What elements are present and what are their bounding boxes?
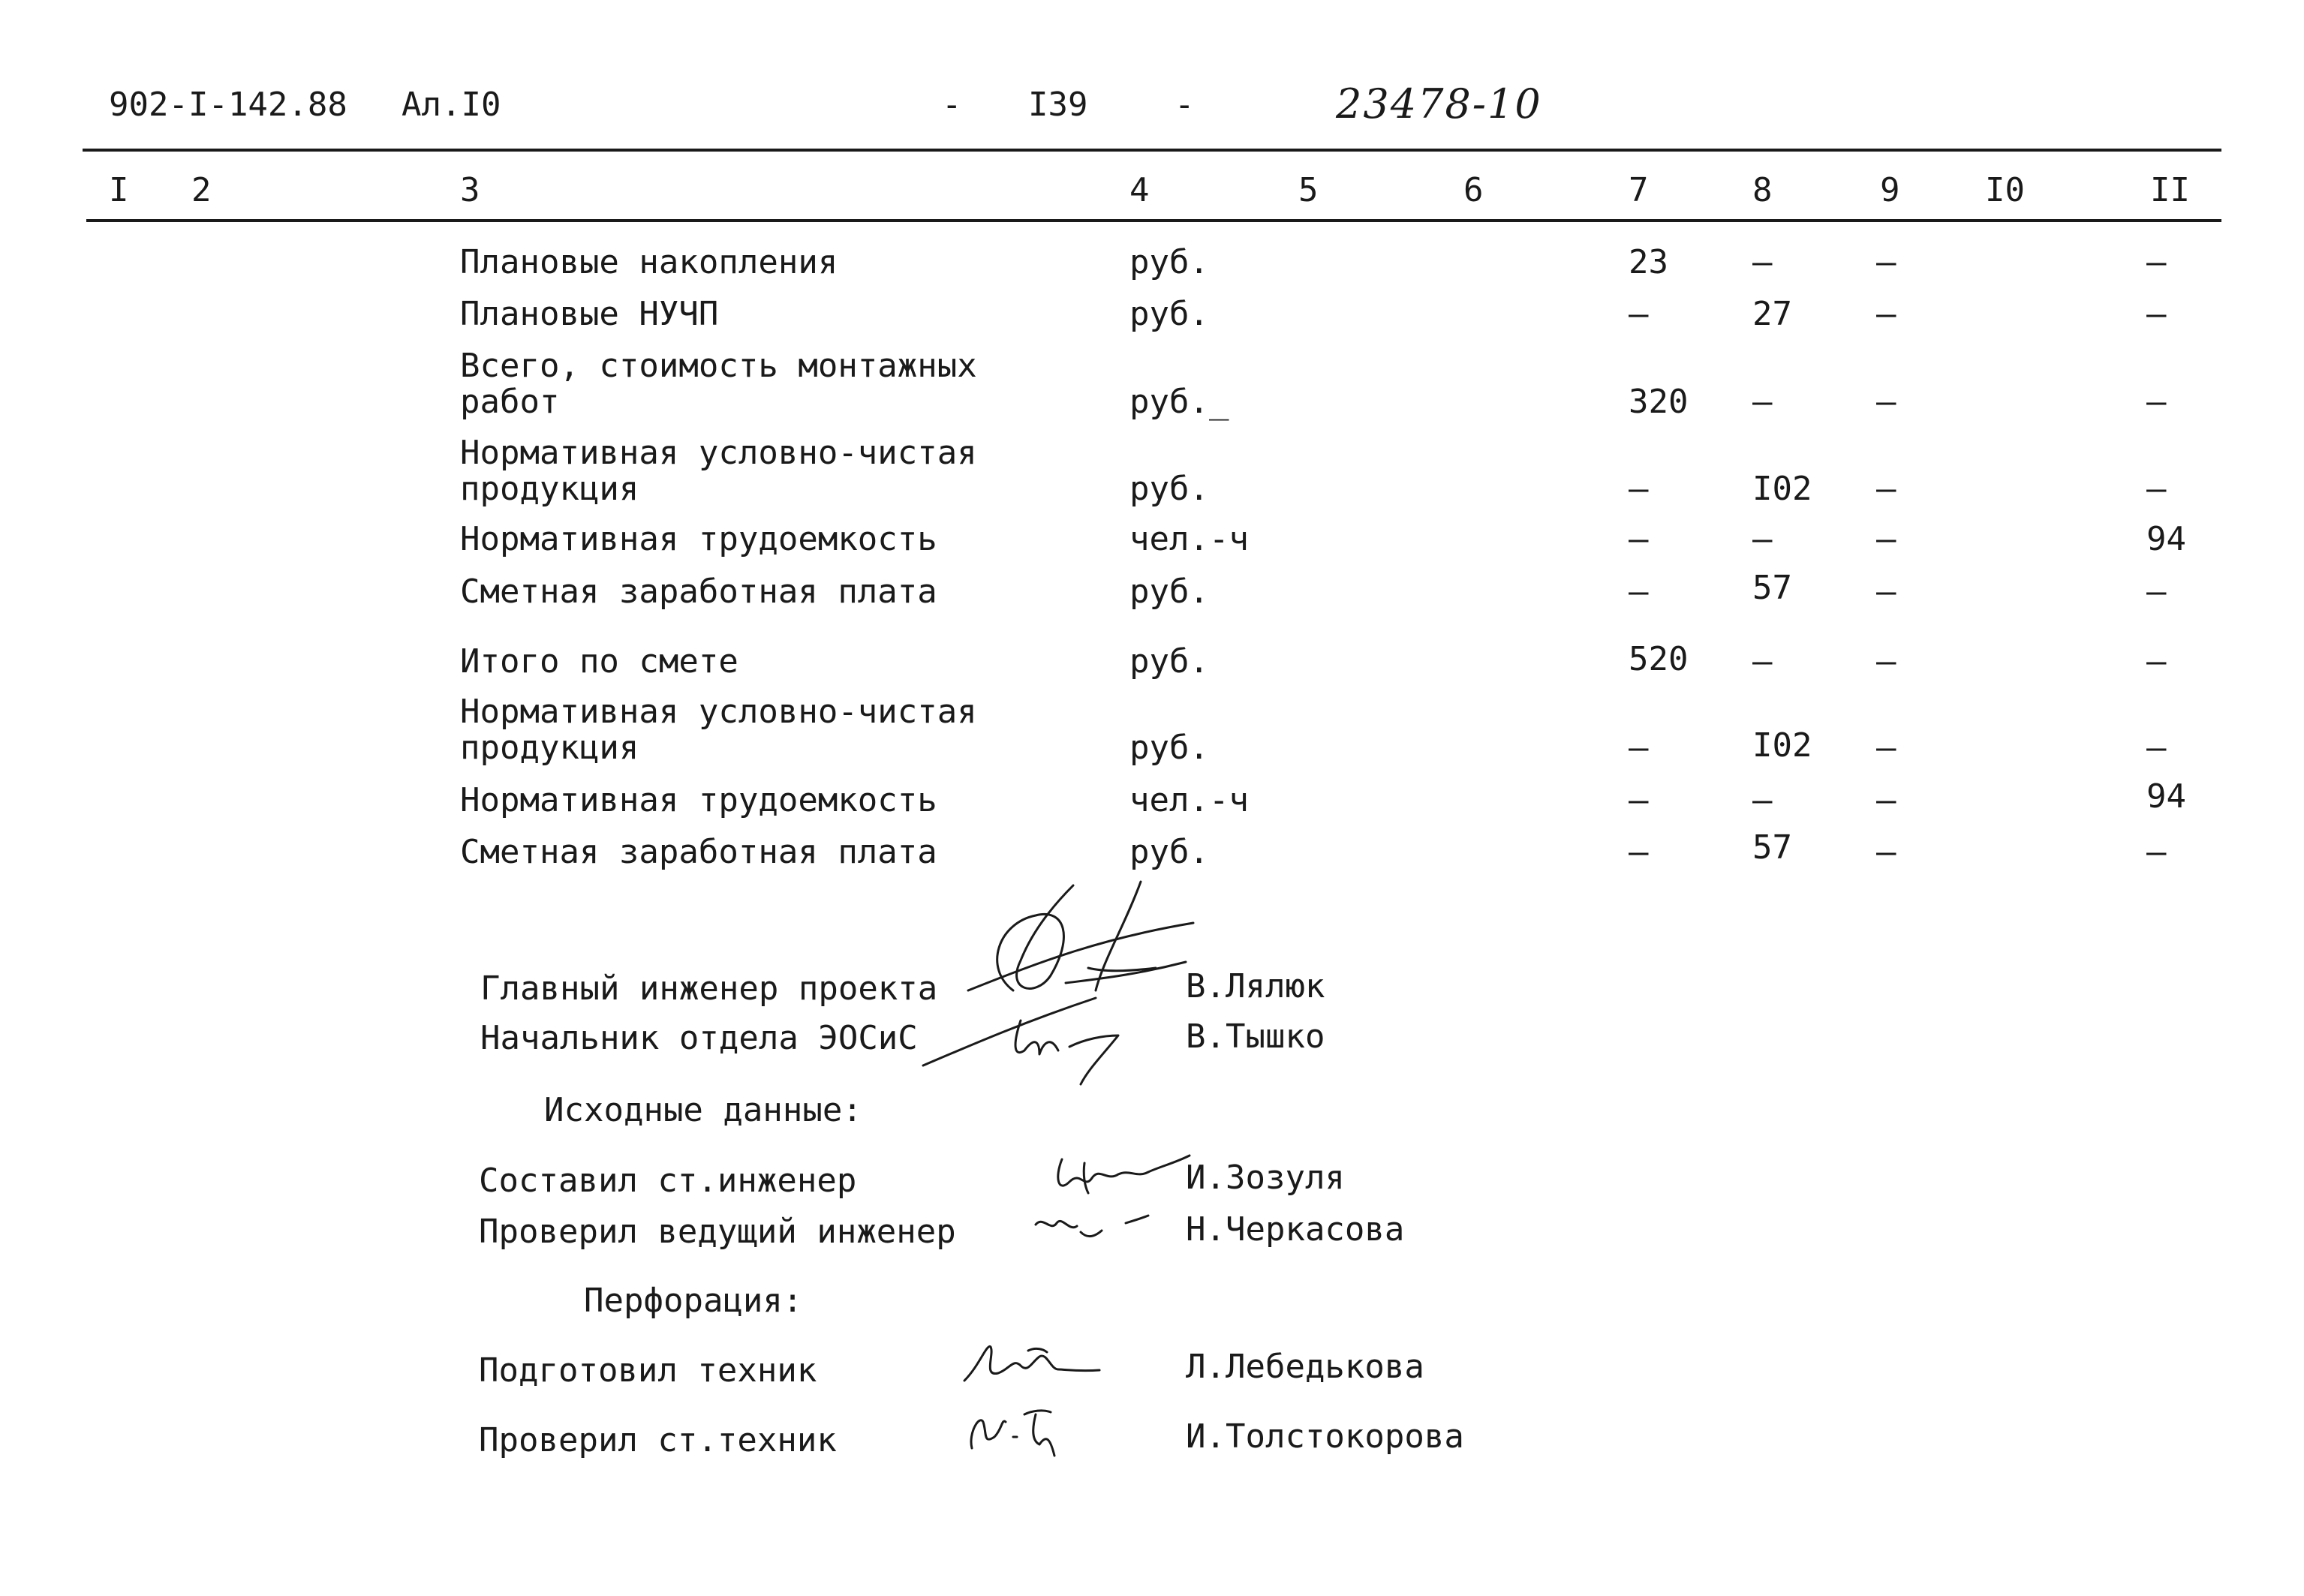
row-col9: –: [1876, 295, 1896, 333]
row-col8: –: [1752, 642, 1773, 681]
source-data-heading: Исходные данные:: [544, 1091, 862, 1129]
row-unit: руб.: [1129, 573, 1209, 611]
row-col7: 23: [1629, 243, 1668, 281]
row-col9: –: [1876, 520, 1896, 558]
column-header-1: I: [109, 171, 129, 209]
checked-by-tech-role: Проверил ст.техник: [479, 1421, 837, 1459]
row-col8: –: [1752, 520, 1773, 558]
row-unit: руб._: [1129, 383, 1229, 421]
table-header-rule: [86, 219, 2221, 222]
row-col7: 320: [1629, 383, 1689, 421]
row-name: Всего, стоимость монтажных: [460, 347, 977, 385]
column-header-8: 8: [1752, 171, 1773, 209]
row-unit: руб.: [1129, 729, 1209, 767]
row-col9: –: [1876, 383, 1896, 421]
row-col9: –: [1876, 573, 1896, 611]
checked-by-lead-signature: [1028, 1210, 1156, 1247]
document-code: 902-I-142.88: [109, 86, 347, 124]
chief-engineer-name: В.Лялюк: [1186, 967, 1325, 1005]
row-unit: чел.-ч: [1129, 520, 1249, 558]
row-name-continued: продукция: [460, 470, 639, 508]
row-name: Нормативная трудоемкость: [460, 520, 937, 558]
album-number: Ал.I0: [402, 86, 501, 124]
row-col11: –: [2146, 833, 2167, 871]
row-col8: 57: [1752, 828, 1792, 867]
page-number: I39: [1028, 86, 1088, 124]
row-col11: –: [2146, 243, 2167, 281]
row-unit: руб.: [1129, 295, 1209, 333]
checked-by-tech-signature: [961, 1403, 1073, 1463]
row-unit: чел.-ч: [1129, 781, 1249, 819]
row-col8: –: [1752, 781, 1773, 819]
row-col9: –: [1876, 781, 1896, 819]
row-col11: 94: [2146, 520, 2186, 558]
row-name: Итого по смете: [460, 642, 738, 681]
row-name: Нормативная условно-чистая: [460, 434, 977, 472]
prepared-by-name: Л.Лебедькова: [1186, 1348, 1424, 1386]
department-head-role: Начальник отдела ЭОСиС: [480, 1019, 918, 1057]
column-header-6: 6: [1463, 171, 1484, 209]
page-number-dash-right: -: [1175, 86, 1195, 124]
row-col11: –: [2146, 295, 2167, 333]
row-col9: –: [1876, 642, 1896, 681]
row-col7: –: [1629, 833, 1649, 871]
row-unit: руб.: [1129, 243, 1209, 281]
column-header-3: 3: [460, 171, 480, 209]
row-col8: –: [1752, 383, 1773, 421]
row-name: Нормативная условно-чистая: [460, 693, 977, 731]
row-col7: –: [1629, 729, 1649, 767]
row-name: Сметная заработная плата: [460, 833, 937, 871]
row-name: Плановые НУЧП: [460, 295, 719, 333]
prepared-by-signature: [957, 1336, 1107, 1392]
row-unit: руб.: [1129, 642, 1209, 681]
row-col8: 27: [1752, 295, 1792, 333]
row-col7: –: [1629, 781, 1649, 819]
row-col8: 57: [1752, 569, 1792, 607]
column-header-5: 5: [1298, 171, 1319, 209]
row-name-continued: работ: [460, 383, 560, 421]
row-col11: –: [2146, 729, 2167, 767]
perforation-heading: Перфорация:: [584, 1282, 803, 1320]
row-name: Плановые накопления: [460, 243, 838, 281]
column-header-10: I0: [1985, 171, 2025, 209]
row-col8: I02: [1752, 726, 1812, 765]
row-name-continued: продукция: [460, 729, 639, 767]
row-col11: –: [2146, 383, 2167, 421]
compiled-by-role: Составил ст.инженер: [479, 1162, 857, 1200]
row-col9: –: [1876, 243, 1896, 281]
row-col8: –: [1752, 243, 1773, 281]
row-col9: –: [1876, 729, 1896, 767]
row-col11: –: [2146, 642, 2167, 681]
compiled-by-name: И.Зозуля: [1186, 1159, 1345, 1197]
row-name: Сметная заработная плата: [460, 573, 937, 611]
row-col9: –: [1876, 470, 1896, 508]
column-header-4: 4: [1129, 171, 1150, 209]
department-head-name: В.Тышко: [1186, 1017, 1325, 1056]
column-header-9: 9: [1880, 171, 1900, 209]
column-header-7: 7: [1629, 171, 1649, 209]
row-col11: 94: [2146, 777, 2186, 816]
row-unit: руб.: [1129, 833, 1209, 871]
row-col7: –: [1629, 295, 1649, 333]
row-col11: –: [2146, 573, 2167, 611]
row-col8: I02: [1752, 470, 1812, 508]
row-col7: 520: [1629, 640, 1689, 678]
compiled-by-signature: [1047, 1148, 1197, 1201]
row-col11: –: [2146, 470, 2167, 508]
column-header-2: 2: [191, 171, 212, 209]
prepared-by-role: Подготовил техник: [479, 1351, 817, 1390]
row-col7: –: [1629, 520, 1649, 558]
row-unit: руб.: [1129, 470, 1209, 508]
checked-by-tech-name: И.Толстокорова: [1186, 1417, 1464, 1456]
handwritten-sheet-number: 23478-10: [1336, 80, 1542, 128]
column-header-11: II: [2150, 171, 2190, 209]
department-head-signature: [916, 990, 1141, 1088]
table-top-rule: [83, 149, 2221, 152]
row-col9: –: [1876, 833, 1896, 871]
row-name: Нормативная трудоемкость: [460, 781, 937, 819]
row-col7: –: [1629, 573, 1649, 611]
checked-by-lead-role: Проверил ведущий инженер: [479, 1213, 956, 1251]
page-number-dash-left: -: [942, 86, 962, 124]
row-col7: –: [1629, 470, 1649, 508]
checked-by-lead-name: Н.Черкасова: [1186, 1210, 1405, 1249]
chief-engineer-role: Главный инженер проекта: [480, 969, 938, 1008]
